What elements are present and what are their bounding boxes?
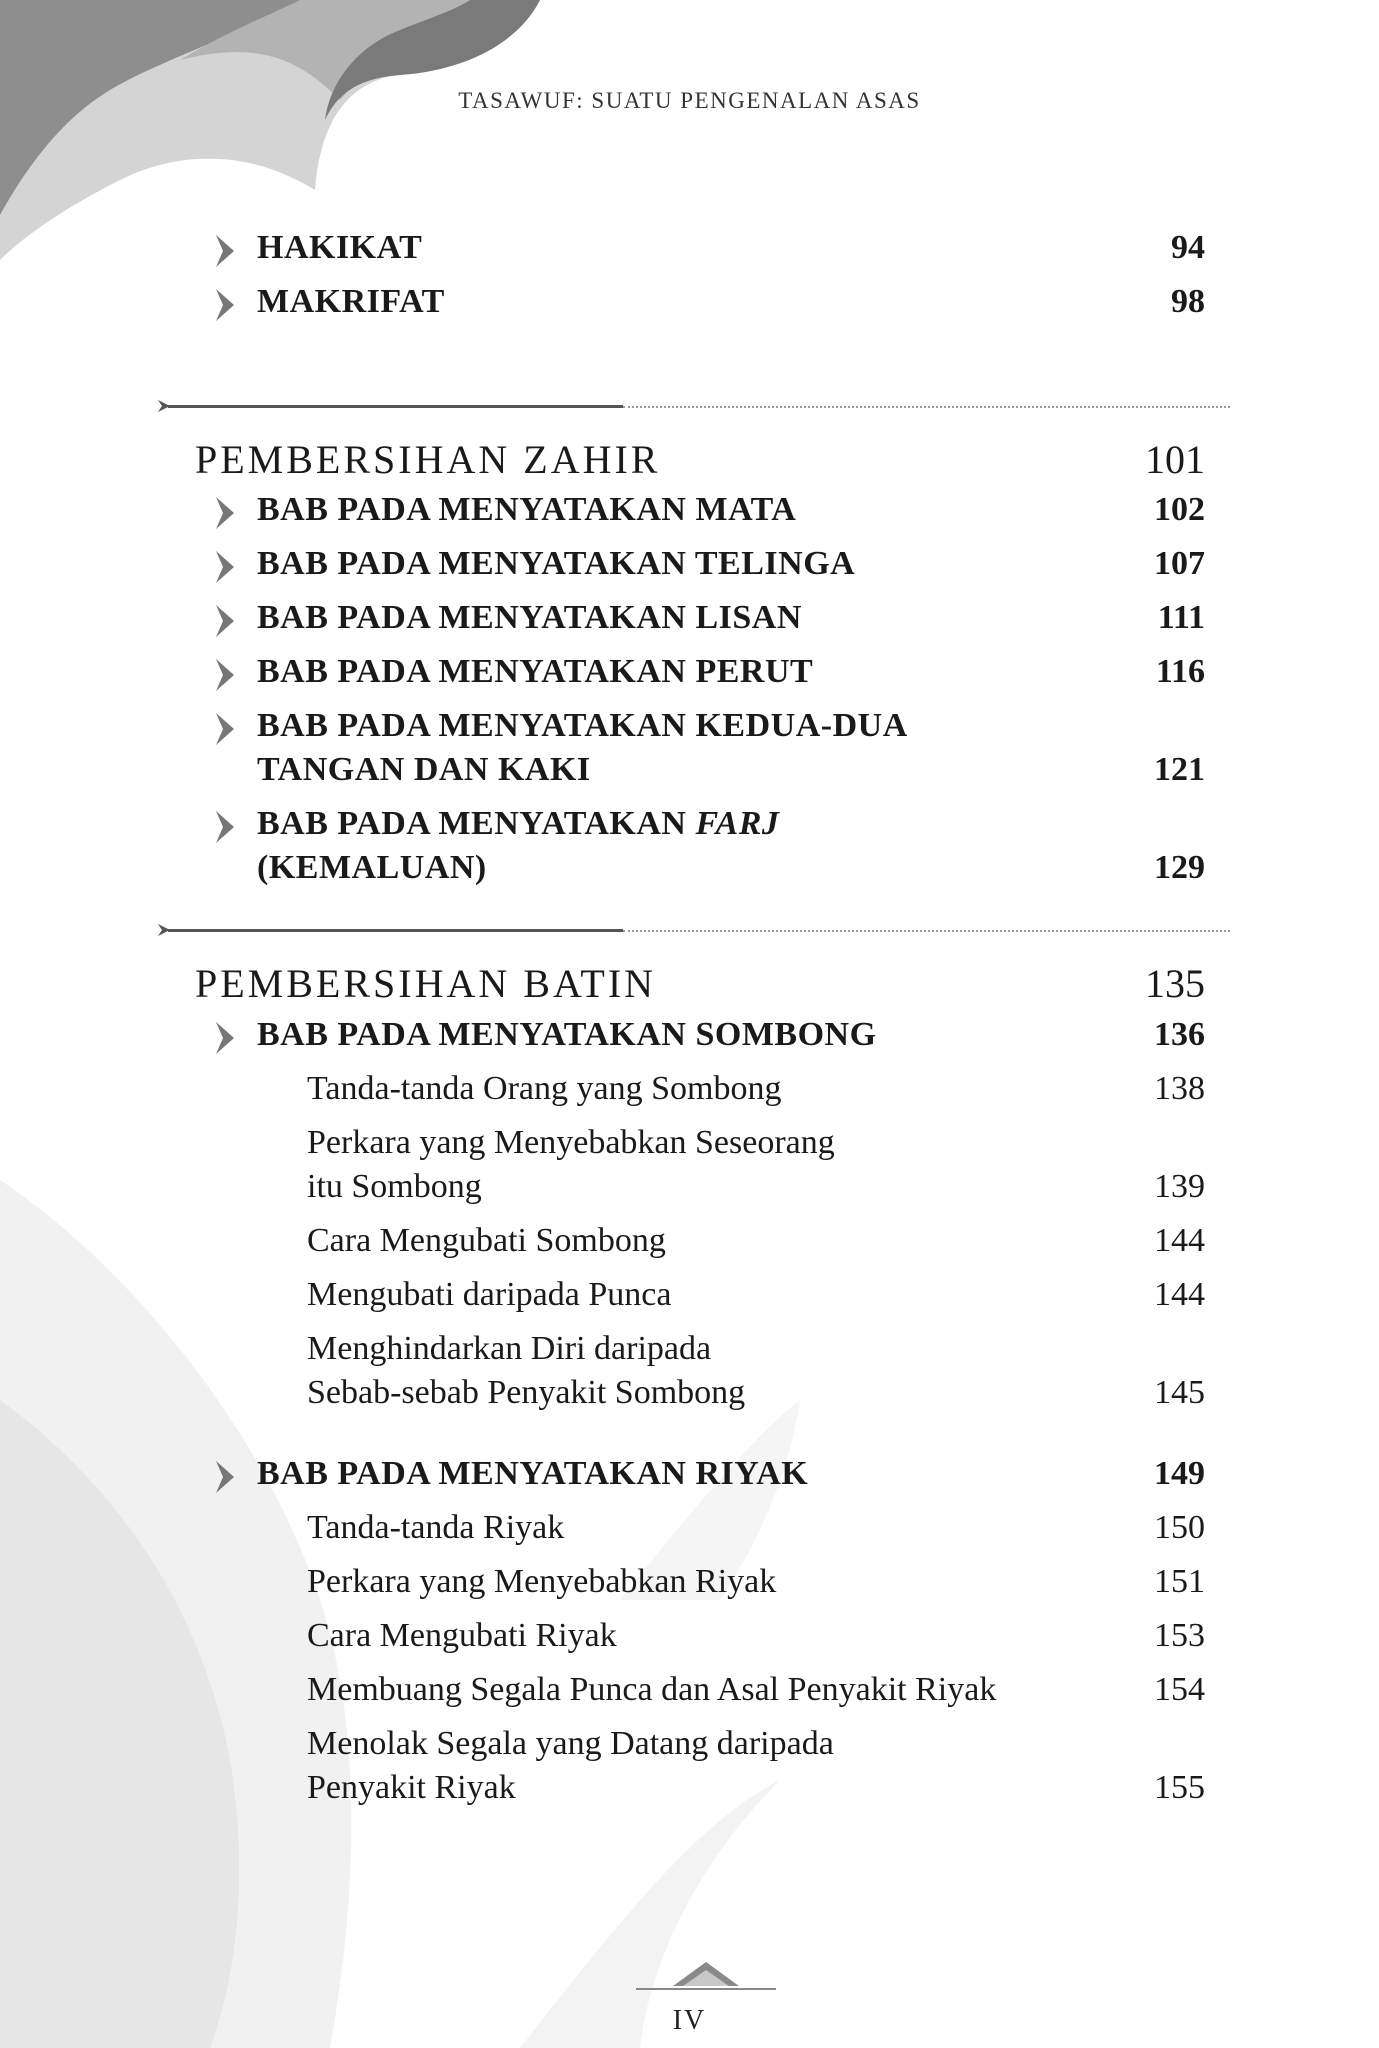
toc-subentry-page: 150 (1154, 1509, 1205, 1546)
chevron-right-icon (214, 234, 236, 268)
toc-entry-page: 107 (1154, 545, 1205, 582)
toc-subentry-label-line1: Menghindarkan Diri daripada (307, 1330, 712, 1367)
toc-entry-label: BAB PADA MENYATAKAN MATA (257, 491, 797, 528)
chevron-right-icon (214, 496, 236, 530)
toc-entry-page: 111 (1157, 599, 1205, 636)
chevron-right-icon (214, 658, 236, 692)
toc-subentry-page: 139 (1154, 1168, 1205, 1205)
toc-entry-page: 116 (1155, 653, 1205, 690)
toc-entry-farj[interactable] (0, 805, 1379, 891)
running-header: TASAWUF: SUATU PENGENALAN ASAS (458, 88, 921, 113)
toc-subentry-label-line2: itu Sombong (307, 1168, 482, 1205)
toc-subentry-label: Cara Mengubati Sombong (307, 1222, 666, 1259)
toc-entry-label-line1: BAB PADA MENYATAKAN KEDUA-DUA (257, 707, 908, 744)
toc-subentry-label: Cara Mengubati Riyak (307, 1617, 617, 1654)
toc-subentry-label: Membuang Segala Punca dan Asal Penyakit Riyak (307, 1671, 997, 1708)
chevron-right-icon (214, 1021, 236, 1055)
toc-entry-page: 136 (1154, 1016, 1205, 1053)
chevron-right-icon (214, 604, 236, 638)
toc-subentry-label-line1: Menolak Segala yang Datang daripada (307, 1725, 834, 1762)
toc-subentry-page: 154 (1154, 1671, 1205, 1708)
chevron-right-icon (214, 1460, 236, 1494)
toc-entry-page: 102 (1154, 491, 1205, 528)
toc-entry-label: BAB PADA MENYATAKAN RIYAK (257, 1455, 809, 1492)
section-page: 101 (1145, 437, 1205, 482)
section-divider (158, 924, 1230, 936)
toc-subentry-label: Perkara yang Menyebabkan Riyak (307, 1563, 777, 1600)
toc-entry-page: 129 (1154, 849, 1205, 886)
toc-entry-page: 94 (1171, 229, 1205, 266)
toc-subentry-label-line1: Perkara yang Menyebabkan Seseorang (307, 1124, 835, 1161)
toc-entry-page: 121 (1154, 751, 1205, 788)
toc-subentry-page: 138 (1154, 1070, 1205, 1107)
toc-subentry-page: 151 (1154, 1563, 1205, 1600)
toc-entry-label: BAB PADA MENYATAKAN TELINGA (257, 545, 856, 582)
chevron-right-icon (214, 810, 236, 844)
toc-subentry-label: Tanda-tanda Riyak (307, 1509, 565, 1546)
toc-entry-label: BAB PADA MENYATAKAN SOMBONG (257, 1016, 877, 1053)
italic-term: FARJ (695, 805, 780, 842)
toc-subentry-label: Mengubati daripada Punca (307, 1276, 672, 1313)
toc-entry-label-line1: BAB PADA MENYATAKAN FARJ (257, 805, 780, 842)
toc-entry-label: MAKRIFAT (257, 283, 445, 320)
toc-entry-tangan-kaki[interactable] (0, 707, 1379, 793)
chevron-right-icon (214, 288, 236, 322)
toc-subentry-label: Tanda-tanda Orang yang Sombong (307, 1070, 782, 1107)
toc-subentry-label-line2: Sebab-sebab Penyakit Sombong (307, 1374, 746, 1411)
chevron-right-icon (214, 712, 236, 746)
toc-entry-label-line2: TANGAN DAN KAKI (257, 751, 591, 788)
section-page: 135 (1145, 961, 1205, 1006)
toc-subentry-page: 153 (1154, 1617, 1205, 1654)
section-divider (158, 400, 1230, 412)
chevron-right-icon (214, 550, 236, 584)
toc-subentry-page: 145 (1154, 1374, 1205, 1411)
toc-entry-label: HAKIKAT (257, 229, 423, 266)
toc-subentry-page: 144 (1154, 1222, 1205, 1259)
toc-entry-label: BAB PADA MENYATAKAN PERUT (257, 653, 814, 690)
toc-entry-page: 98 (1171, 283, 1205, 320)
toc-subentry-label-line2: Penyakit Riyak (307, 1769, 516, 1806)
section-title: PEMBERSIHAN BATIN (195, 961, 657, 1006)
toc-entry-label: BAB PADA MENYATAKAN LISAN (257, 599, 802, 636)
toc-entry-label-line2: (KEMALUAN) (257, 849, 487, 886)
toc-subentry-page: 144 (1154, 1276, 1205, 1313)
section-title: PEMBERSIHAN ZAHIR (195, 437, 661, 482)
page-number: IV (672, 2005, 707, 2036)
toc-subentry-page: 155 (1154, 1769, 1205, 1806)
toc-entry-page: 149 (1154, 1455, 1205, 1492)
